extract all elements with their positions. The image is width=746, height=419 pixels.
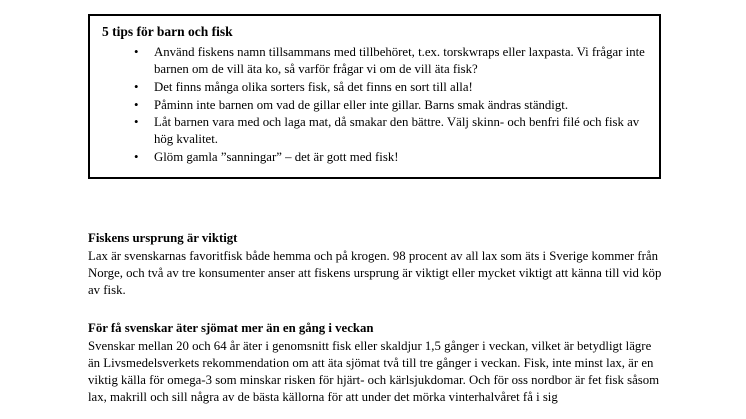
list-item-text: Påminn inte barnen om vad de gillar eller inte gillar. Barns smak ändras ständigt. (154, 97, 569, 112)
list-item (100, 44, 649, 78)
list-item (100, 149, 649, 166)
section-heading: Fiskens ursprung är viktigt (88, 231, 238, 245)
tips-box-title: 5 tips för barn och fisk (102, 24, 233, 39)
list-item (100, 97, 649, 114)
list-item-text: Det finns många olika sorters fisk, så det finns en sort till alla! (154, 79, 473, 94)
bullet-icon: • (134, 115, 139, 130)
list-item-text: Använd fiskens namn tillsammans med tillbehöret, t.ex. torskwraps eller laxpasta. Vi frågar inte barnen om de vill äta ko, så varför frågar vi om de vill äta fisk? (154, 44, 645, 76)
bullet-icon: • (134, 44, 139, 59)
bullet-icon: • (134, 150, 139, 165)
bullet-icon: • (134, 97, 139, 112)
section-heading: För få svenskar äter sjömat mer än en gång i veckan (88, 321, 374, 335)
list-item-text: Glöm gamla ”sanningar” – det är gott med fisk! (154, 150, 399, 165)
section-body: Lax är svenskarnas favoritfisk både hemma och på krogen. 98 procent av all lax som äts i Sverige kommer från Norge, och två av tre konsumenter anser att fiskens ursprung är viktigt eller mycket viktigt att känna till vid köp av fisk. (88, 248, 662, 297)
list-item (100, 114, 649, 148)
bullet-icon: • (134, 79, 139, 94)
section-sjomat-veckan (88, 320, 666, 406)
list-item (100, 79, 649, 96)
section-fiskens-ursprung (88, 230, 666, 299)
tips-list (100, 44, 649, 166)
section-body: Svenskar mellan 20 och 64 år äter i genomsnitt fisk eller skaldjur 1,5 gånger i veckan, vilket är betydligt lägre än Livsmedelsverkets rekommendation om att äta sjömat två till tre gånger i veckan. Fisk, inte minst lax, är en viktig källa för omega-3 som minskar risken för hjärt- och kärlsjukdomar. Och för oss nordbor är fet fisk såsom lax, makrill och sill några av de bästa källorna för att under det mörka vinterhalvåret få i sig (88, 338, 660, 405)
tips-callout-box (88, 14, 661, 179)
list-item-text: Låt barnen vara med och laga mat, då smakar den bättre. Välj skinn- och benfri filé och fisk av hög kvalitet. (154, 115, 640, 147)
